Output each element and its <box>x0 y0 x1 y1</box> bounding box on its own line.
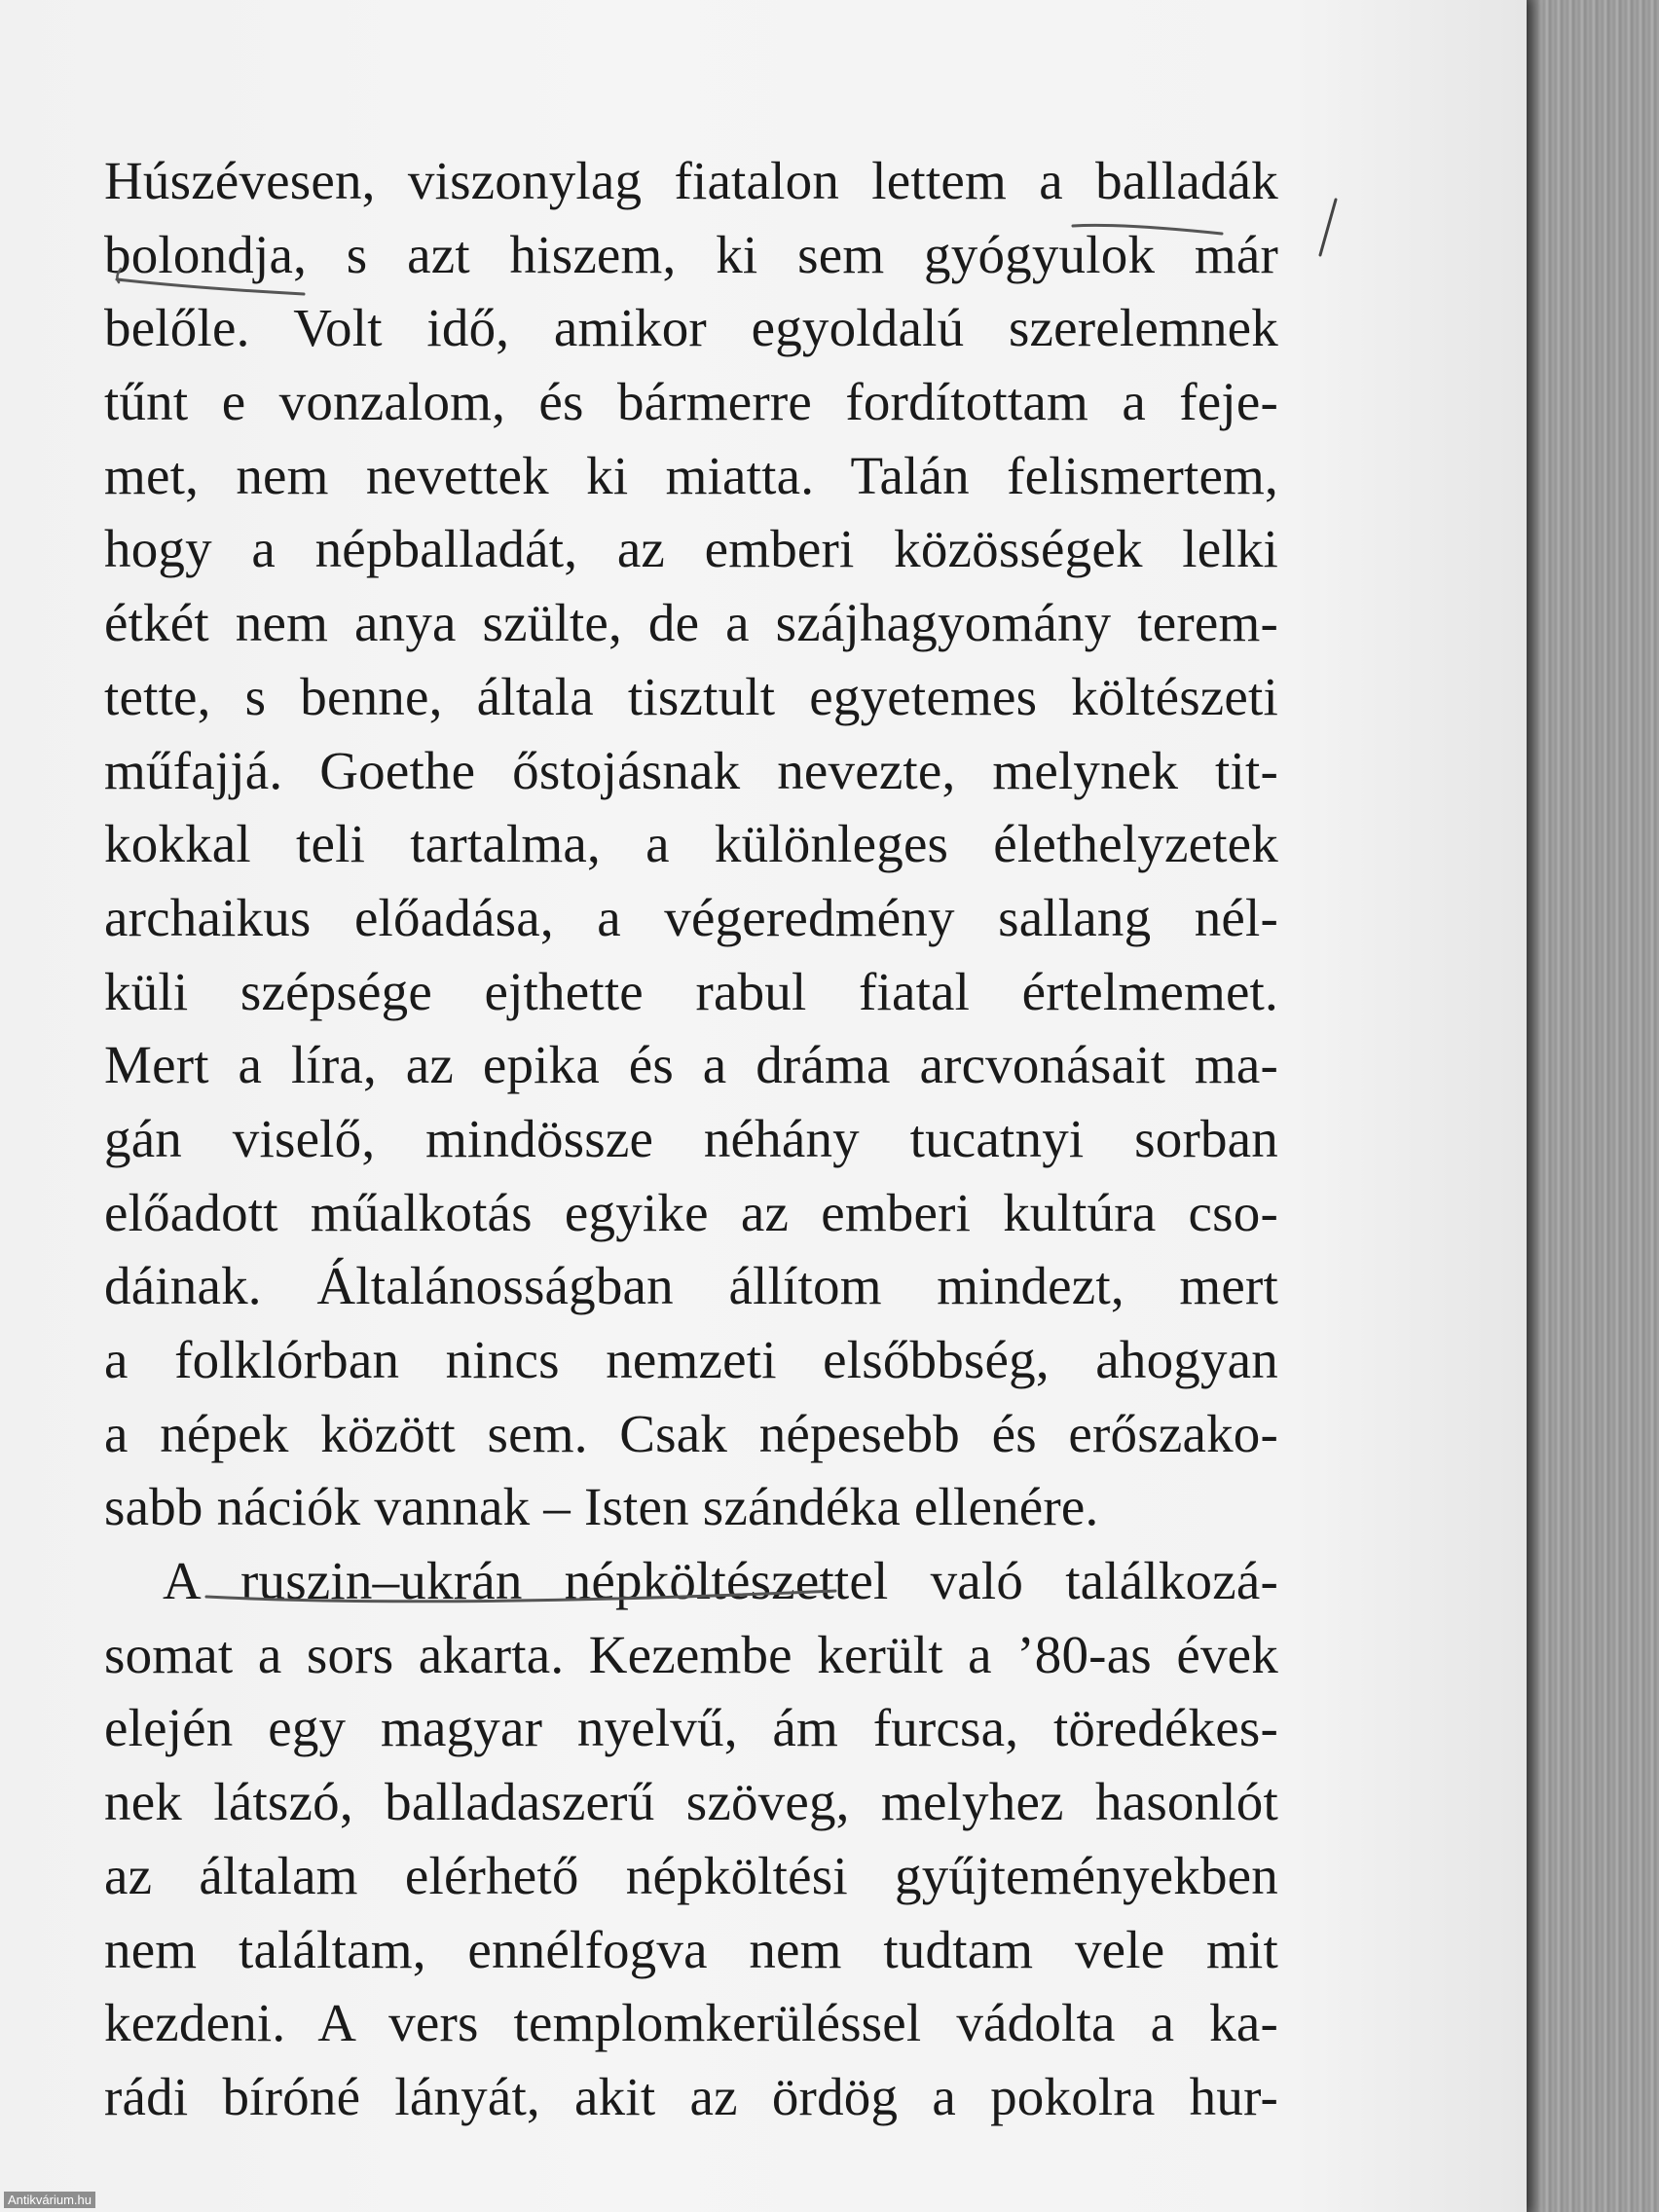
text-line-paragraph-end: sabb nációk vannak – Isten szándéka ellenére. <box>104 1477 1099 1537</box>
body-text <box>104 144 1278 2134</box>
text-line: gán viselő, mindössze néhány tucatnyi sorban <box>104 1108 1278 1168</box>
text-line: bolondja, s azt hiszem, ki sem gyógyulok már <box>104 224 1278 284</box>
text-line: előadott műalkotás egyike az emberi kultúra cso- <box>104 1182 1278 1242</box>
text-line: elején egy magyar nyelvű, ám furcsa, töredékes- <box>104 1698 1278 1758</box>
text-line: a folklórban nincs nemzeti elsőbbség, ahogyan <box>104 1330 1278 1389</box>
page-fold-shadow <box>1527 0 1538 2212</box>
text-line: archaikus előadása, a végeredmény sallang nél- <box>104 887 1278 947</box>
text-line: műfajjá. Goethe őstojásnak nevezte, melynek tit- <box>104 740 1278 800</box>
text-line: nek látszó, balladaszerű szöveg, melyhez hasonlót <box>104 1772 1278 1832</box>
text-line: hogy a népballadát, az emberi közösségek lelki <box>104 519 1278 579</box>
text-line: az általam elérhető népköltési gyűjteményekben <box>104 1845 1278 1905</box>
text-line: Mert a líra, az epika és a dráma arcvonásait ma- <box>104 1035 1278 1095</box>
text-line: met, nem nevettek ki miatta. Talán felismertem, <box>104 445 1278 505</box>
text-line-paragraph-start: A ruszin–ukrán népköltészettel való találkozá- <box>163 1551 1278 1611</box>
text-line: tette, s benne, általa tisztult egyetemes költészeti <box>104 666 1278 726</box>
text-line: nem találtam, ennélfogva nem tudtam vele mit <box>104 1919 1278 1979</box>
text-line: somat a sors akarta. Kezembe került a ’80-as évek <box>104 1624 1278 1684</box>
text-line: dáinak. Általánosságban állítom mindezt, mert <box>104 1256 1278 1316</box>
next-pages-edge <box>1527 0 1659 2212</box>
text-line: tűnt e vonzalom, és bármerre fordítottam a feje- <box>104 372 1278 432</box>
text-line: kokkal teli tartalma, a különleges élethelyzetek <box>104 814 1278 874</box>
text-line: Húszévesen, viszonylag fiatalon lettem a balladák <box>104 151 1278 210</box>
pencil-slash-margin <box>1320 200 1336 255</box>
text-line: kezdeni. A vers templomkerüléssel vádolta a ka- <box>104 1993 1278 2053</box>
text-line: küli szépsége ejthette rabul fiatal értelmemet. <box>104 961 1278 1021</box>
watermark: Antikvárium.hu <box>4 2192 95 2208</box>
text-line: a népek között sem. Csak népesebb és erőszako- <box>104 1403 1278 1463</box>
text-line: rádi bíróné lányát, akit az ördög a pokolra hur- <box>104 2066 1278 2126</box>
text-line: belőle. Volt idő, amikor egyoldalú szerelemnek <box>104 298 1278 358</box>
text-line: étkét nem anya szülte, de a szájhagyomány terem- <box>104 593 1278 653</box>
